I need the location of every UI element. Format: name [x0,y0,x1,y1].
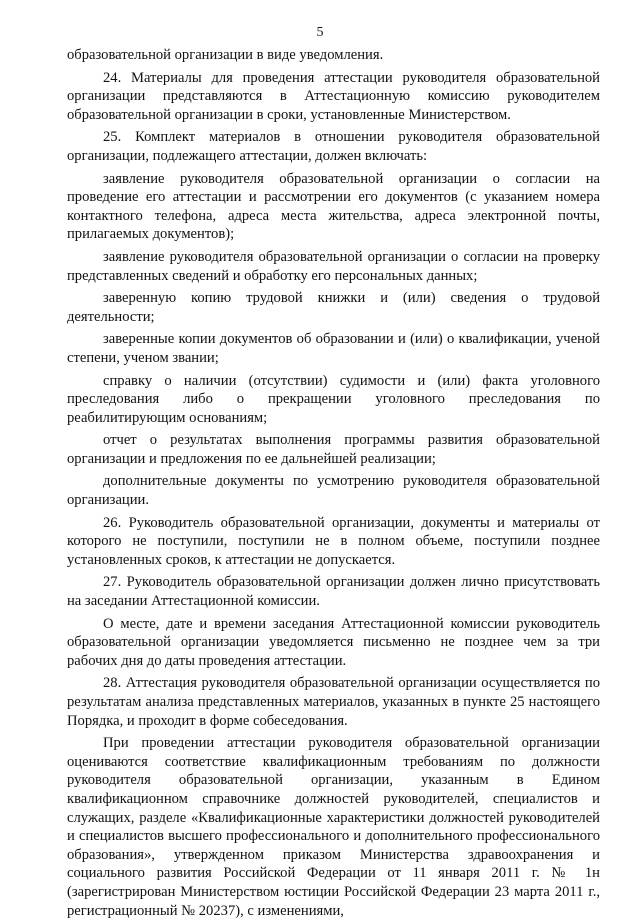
paragraph-28-evaluation: При проведении аттестации руководителя образовательной организации оцениваются соответствие квалификационным требованиям по должности руководителя образовательной организации, указанным в Едином квалификационном справочнике должностей руководителей, специалистов и служащих, разделе «Квалификационные характеристики должностей руководителей и специалистов высшего профессионального и дополнительного профессионального образования», утвержденном приказом Министерства здравоохранения и социального развития Российской Федерации от 11 января 2011 г. № 1н (зарегистрирован Министерством юстиции Российской Федерации 23 марта 2011 г., регистрационный № 20237), с изменениями, [67,735,600,919]
paragraph-27: 27. Руководитель образовательной организации должен лично присутствовать на заседании Аттестационной комиссии. [67,574,600,610]
paragraph-25: 25. Комплект материалов в отношении руководителя образовательной организации, подлежащего аттестации, должен включать: [67,129,600,164]
list-item-education-docs: заверенные копии документов об образовании и (или) о квалификации, ученой степени, ученом звании; [67,331,600,366]
paragraph-26: 26. Руководитель образовательной организации, документы и материалы от которого не поступили, поступили не в полном объеме, поступили позднее установленных сроков, к аттестации не допускается. [67,514,600,568]
list-item-development-report: отчет о результатах выполнения программы развития образовательной организации и предложения по ее дальнейшей реализации; [67,432,600,467]
page-number: 5 [316,25,324,40]
paragraph-28: 28. Аттестация руководителя образовательной организации осуществляется по результатам анализа представленных материалов, указанных в пункте 25 настоящего Порядка, и проходит в форме собеседования. [67,675,600,729]
list-item-employment-record: заверенную копию трудовой книжки и (или) сведения о трудовой деятельности; [67,290,600,325]
paragraph-continuation: образовательной организации в виде уведомления. [67,47,384,63]
document-body [67,46,600,924]
paragraph-27-notice: О месте, дате и времени заседания Аттестационной комиссии руководитель образовательной организации уведомляется письменно не позднее чем за три рабочих дня до даты проведения аттестации. [67,615,600,669]
list-item-consent-attestation: заявление руководителя образовательной организации о согласии на проведение его аттестации и рассмотрении его документов (с указанием номера контактного телефона, адреса места жительства, адреса электронной почты, прилагаемых документов); [67,170,600,243]
list-item-consent-data: заявление руководителя образовательной организации о согласии на проверку представленных сведений и обработку его персональных данных; [67,248,600,284]
paragraph-24: 24. Материалы для проведения аттестации руководителя образовательной организации представляются в Аттестационную комиссию руководителем образовательной организации в сроки, установленные Министерством. [67,69,600,123]
list-item-additional-docs: дополнительные документы по усмотрению руководителя образовательной организации. [67,473,600,509]
list-item-criminal-record: справку о наличии (отсутствии) судимости и (или) факта уголовного преследования либо о прекращении уголовного преследования по реабилитирующим основаниям; [67,372,600,426]
